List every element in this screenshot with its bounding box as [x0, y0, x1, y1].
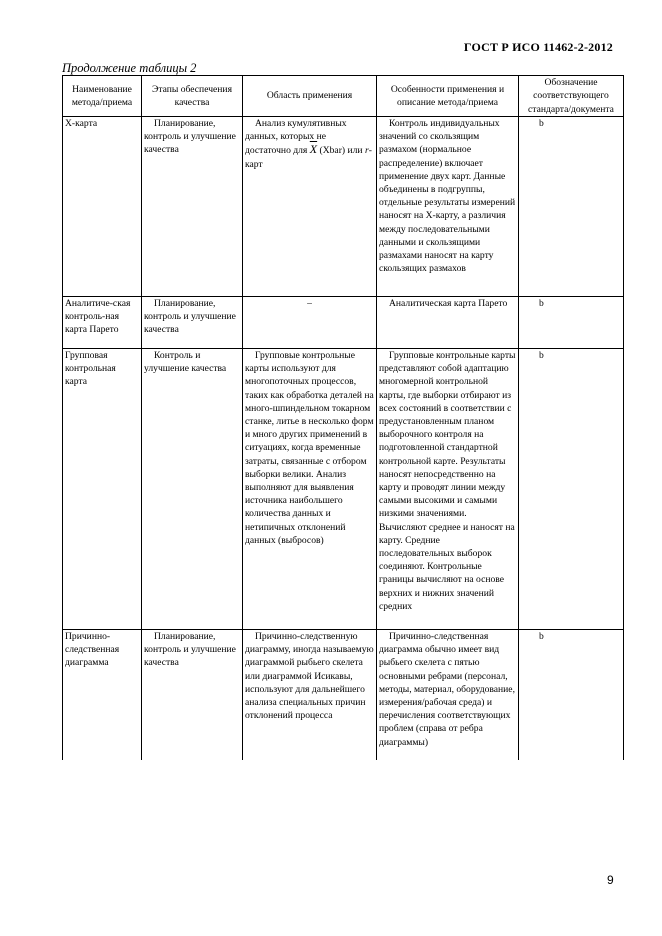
standard-reference: b [519, 630, 624, 760]
methods-table [62, 75, 624, 760]
table-continuation-label: Продолжение таблицы 2 [62, 61, 197, 75]
table-row [63, 297, 624, 349]
quality-stages: Планирование, контроль и улучшение качества [142, 297, 243, 349]
standard-reference: b [519, 297, 624, 349]
header-method: Наименование метода/приема [63, 76, 142, 117]
method-name: Аналитиче-ская контроль-ная карта Парето [63, 297, 142, 349]
application-area: Причинно-следственную диаграмму, иногда называемую диаграммой рыбьего скелета или диаграммой Исикавы, используют для дальнейшего анализа специальных причин отклонений процесса [243, 630, 377, 760]
method-description: Групповые контрольные карты представляют собой адаптацию многомерной контрольной карты, где выборки отбирают из всех состояний в соответствии с предустановленным планом выборочного контроля на подготовленной стандартной контрольной карте. Результаты наносят непосредственно на карту и проводят линии между самыми высокими и самыми низкими значениями. Вычисляют среднее и наносят на карту. Средние последовательных выборок соединяют. Контрольные границы вычисляют на основе верхних и нижних значений средних [377, 349, 519, 630]
method-description: Аналитическая карта Парето [377, 297, 519, 349]
quality-stages: Контроль и улучшение качества [142, 349, 243, 630]
xbar-symbol: $\overline{X}$ [309, 142, 318, 157]
quality-stages: Планирование, контроль и улучшение качества [142, 117, 243, 297]
method-description: Причинно-следственная диаграмма обычно имеет вид рыбьего скелета с пятью основными ребрами (персонал, методы, материал, оборудование, измерения/рабочая среда) и перечисления соответствующих проблем (справа от ребра диаграммы) [377, 630, 519, 760]
document-header: ГОСТ Р ИСО 11462-2-2012 [463, 40, 613, 54]
application-area: – [243, 297, 377, 349]
table-row [63, 349, 624, 630]
application-area: Анализ кумулятивных данных, которых не достаточно для $\overline{X}$ (Xbar) или r-карт [243, 117, 377, 297]
method-description: Контроль индивидуальных значений со скользящим размахом (нормальное распределение) включает применение двух карт. Данные объединены в подгруппы, отдельные результаты измерений наносят на Х-карту, а различия между последовательными данными и скользящими размахами наносят на карту скользящих размахов [377, 117, 519, 297]
application-area: Групповые контрольные карты используют для многопоточных процессов, таких как обработка деталей на много-шпиндельном токарном станке, литье в несколько форм и много других применений в ситуациях, когда временные затраты, связанные с отбором выборки велики. Анализ выполняют для выявления источника наибольшего количества данных и нетипичных отклонений данных (выбросов) [243, 349, 377, 630]
header-area: Область применения [243, 76, 377, 117]
quality-stages: Планирование, контроль и улучшение качества [142, 630, 243, 760]
method-name: Групповая контрольная карта [63, 349, 142, 630]
standard-reference: b [519, 117, 624, 297]
header-stages: Этапы обеспечения качества [142, 76, 243, 117]
method-name: Х-карта [63, 117, 142, 297]
standard-reference: b [519, 349, 624, 630]
table-row [63, 630, 624, 760]
page-number: 9 [607, 873, 614, 887]
header-description: Особенности применения и описание метода/приема [377, 76, 519, 117]
r-symbol: r [364, 145, 369, 157]
table-row [63, 117, 624, 297]
table-header-row [63, 76, 624, 117]
header-standard: Обозначение соответствующего стандарта/документа [519, 76, 624, 117]
method-name: Причинно-следственная диаграмма [63, 630, 142, 760]
